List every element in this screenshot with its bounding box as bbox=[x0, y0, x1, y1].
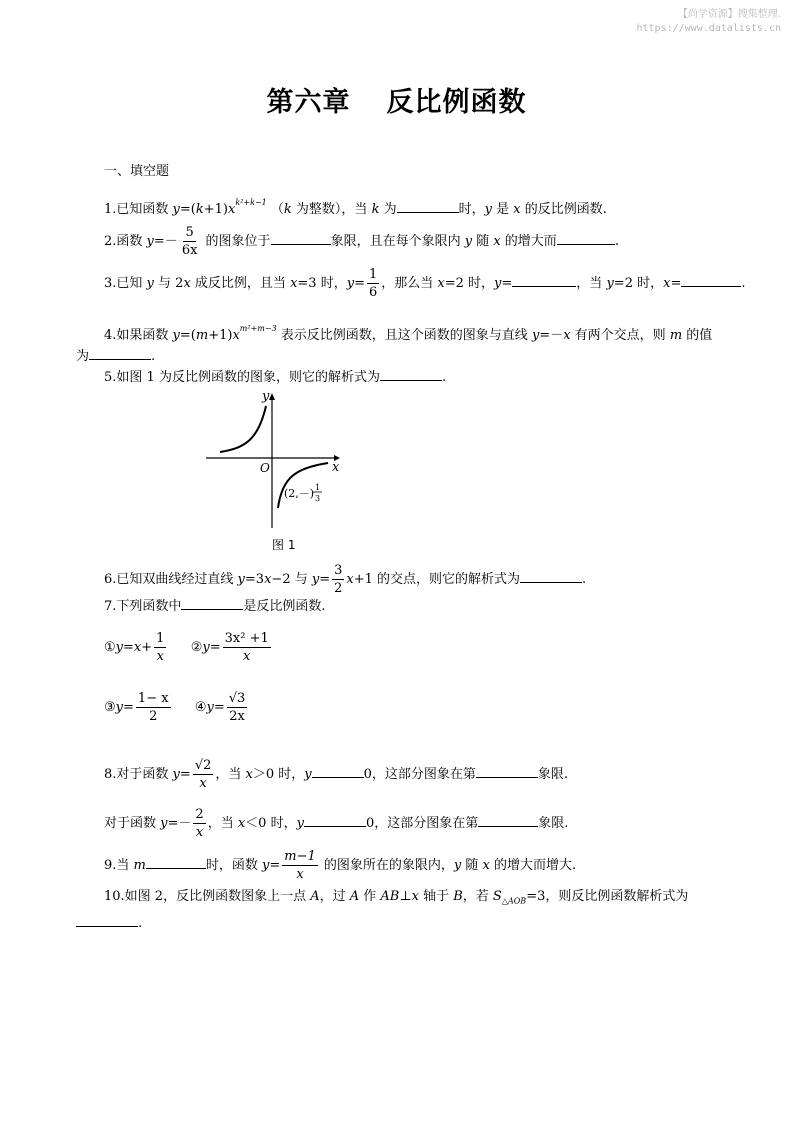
q8-answer-blank-1[interactable] bbox=[312, 765, 364, 778]
question-7 bbox=[104, 597, 326, 616]
question-10-continued bbox=[76, 914, 142, 933]
q7-text: 7.下列函数中 bbox=[104, 599, 182, 614]
q3-var: y bbox=[606, 276, 614, 291]
q10-var: AB bbox=[380, 889, 400, 904]
hyperbola-branch-lower-right bbox=[278, 463, 328, 508]
question-3 bbox=[104, 266, 745, 301]
q3-text: 成反比例，且当 bbox=[190, 276, 291, 291]
x-axis-label: x bbox=[332, 460, 340, 475]
page-title bbox=[0, 80, 793, 119]
point-label: (2,－) bbox=[284, 487, 315, 500]
q7-var: y bbox=[202, 640, 210, 655]
q1-var: k bbox=[283, 202, 292, 217]
q8-var: x bbox=[237, 816, 246, 831]
q4-text: 为 bbox=[76, 349, 90, 364]
q6-text: 6.已知双曲线经过直线 bbox=[104, 572, 238, 587]
q7-frac-num: 3x² +1 bbox=[224, 631, 269, 646]
q2-var: x bbox=[493, 234, 501, 249]
q4-var: y bbox=[172, 328, 180, 343]
q4-var: x bbox=[232, 328, 240, 343]
q4-text: 表示反比例函数，且这个函数的图象与直线 bbox=[276, 328, 532, 343]
q7-frac-num: 1 bbox=[156, 631, 165, 646]
watermark-line2: https://www.datalists.cn bbox=[636, 23, 781, 34]
q3-answer-blank-2[interactable] bbox=[681, 274, 741, 287]
q7-option1-fraction bbox=[154, 630, 166, 665]
q8-text: 象限. bbox=[537, 767, 569, 782]
q2-var: y bbox=[146, 234, 154, 249]
q8-var: y bbox=[172, 767, 180, 782]
q2-text: 2.函数 bbox=[104, 234, 147, 249]
q9-var: y bbox=[453, 858, 462, 873]
q4-text: 4.如果函数 bbox=[104, 328, 173, 343]
q3-text: =2 时， bbox=[613, 276, 664, 291]
q7-var: y bbox=[115, 700, 124, 715]
q10-text: ，若 bbox=[462, 889, 493, 904]
q3-var: x bbox=[437, 276, 445, 291]
q6-var: x bbox=[264, 572, 272, 587]
q1-text: +1) bbox=[203, 202, 229, 217]
q9-text: 的图象所在的象限内， bbox=[319, 858, 454, 873]
q8-text: ，当 bbox=[215, 767, 246, 782]
q8-text: =－ bbox=[167, 816, 192, 831]
point-label-x: 2, bbox=[288, 487, 299, 500]
q1-text: =( bbox=[179, 202, 196, 217]
q1-var: k bbox=[195, 202, 204, 217]
q10-text: ，过 bbox=[319, 889, 350, 904]
question-10 bbox=[104, 888, 688, 911]
q6-text: +1 的交点，则它的解析式为 bbox=[353, 572, 521, 587]
q4-text: +1) bbox=[208, 328, 233, 343]
q3-text: ，当 bbox=[576, 276, 607, 291]
q7-text: = bbox=[213, 700, 225, 715]
q4-text: =－ bbox=[539, 328, 564, 343]
q9-var: m bbox=[133, 858, 146, 873]
q10-text: . bbox=[138, 916, 143, 931]
question-2 bbox=[104, 224, 619, 259]
q8-fraction-2 bbox=[193, 806, 205, 841]
question-6 bbox=[104, 562, 586, 597]
q4-exponent: m²+m−3 bbox=[239, 324, 277, 333]
q3-text: 3.已知 bbox=[104, 276, 147, 291]
y-axis-label: y bbox=[262, 389, 270, 404]
q3-text: =2 时， bbox=[444, 276, 495, 291]
q7-text: = bbox=[209, 640, 221, 655]
q4-text: =( bbox=[179, 328, 196, 343]
q8-text: = bbox=[179, 767, 191, 782]
title-topic: 反比例函数 bbox=[386, 87, 527, 118]
q8-frac-num: √2 bbox=[194, 758, 212, 773]
q8-text: 8.对于函数 bbox=[104, 767, 173, 782]
q3-text: = bbox=[501, 276, 513, 291]
q9-answer-blank[interactable] bbox=[146, 856, 206, 869]
q3-text: . bbox=[741, 276, 746, 291]
q10-var: A bbox=[349, 889, 360, 904]
origin-label: O bbox=[260, 461, 270, 475]
q3-fraction bbox=[367, 266, 379, 301]
figure-1-caption: 图 1 bbox=[272, 538, 296, 552]
q10-var: S bbox=[492, 889, 502, 904]
q7-option-marker: ① bbox=[104, 640, 116, 655]
q7-answer-blank[interactable] bbox=[181, 597, 243, 610]
q10-text: 作 bbox=[359, 889, 381, 904]
q8-var: x bbox=[245, 767, 253, 782]
question-9 bbox=[104, 848, 576, 883]
q10-subscript: △AOB bbox=[501, 896, 527, 906]
watermark-line1: 【尚学资源】搜集整理. bbox=[677, 9, 781, 20]
question-1 bbox=[104, 194, 607, 219]
q3-text: 与 2 bbox=[153, 276, 184, 291]
q4-var: m bbox=[195, 328, 209, 343]
q3-text: = bbox=[670, 276, 682, 291]
q7-option2-fraction bbox=[223, 630, 271, 665]
q6-text: = bbox=[319, 572, 331, 587]
figure-1-graph bbox=[200, 388, 350, 533]
q2-text: 象限，且在每个象限内 bbox=[330, 234, 465, 249]
q4-var: x bbox=[563, 328, 571, 343]
q1-text: （ bbox=[266, 202, 284, 217]
q8-text: ＞0 时， bbox=[252, 767, 305, 782]
q1-text: 为整数），当 bbox=[291, 202, 372, 217]
q3-var: y bbox=[346, 276, 355, 291]
q8-text: 0，这部分图象在第 bbox=[363, 767, 476, 782]
q9-var: y bbox=[262, 858, 270, 873]
question-8 bbox=[104, 757, 568, 792]
title-chapter: 第六章 bbox=[266, 87, 351, 118]
q2-text: 的增大而 bbox=[500, 234, 557, 249]
q3-var: x bbox=[183, 276, 191, 291]
q2-fraction bbox=[180, 224, 200, 259]
q3-var: y bbox=[494, 276, 502, 291]
q3-var: x bbox=[290, 276, 298, 291]
q8-var: y bbox=[160, 816, 168, 831]
q2-text: =－ bbox=[153, 234, 178, 249]
q9-frac-num: m−1 bbox=[284, 849, 316, 864]
q7-var: x bbox=[133, 640, 142, 655]
q1-exponent: k²+k−1 bbox=[235, 198, 267, 207]
q6-text: −2 与 bbox=[271, 572, 312, 587]
question-7-options-1 bbox=[104, 630, 273, 665]
point-frac-num: 1 bbox=[315, 483, 321, 492]
q2-var: y bbox=[464, 234, 473, 249]
q8-answer-blank-3[interactable] bbox=[304, 814, 366, 827]
q10-var: A bbox=[310, 889, 320, 904]
q4-answer-blank[interactable] bbox=[89, 347, 151, 360]
q1-var: k bbox=[371, 202, 380, 217]
q2-text: . bbox=[614, 234, 619, 249]
q7-text: + bbox=[141, 640, 153, 655]
q6-frac-num: 3 bbox=[334, 563, 343, 578]
q10-var: x bbox=[411, 889, 419, 904]
q7-frac-den: x bbox=[156, 649, 164, 664]
q7-option-marker: ④ bbox=[194, 700, 207, 715]
q9-fraction bbox=[282, 848, 318, 883]
q1-answer-blank[interactable] bbox=[397, 200, 459, 213]
q5-text: . bbox=[441, 370, 447, 385]
q2-frac-den: 6x bbox=[181, 243, 198, 258]
q7-option4-fraction bbox=[227, 690, 248, 725]
q3-text: = bbox=[354, 276, 365, 291]
point-frac-den: 3 bbox=[315, 494, 321, 503]
q6-var: y bbox=[311, 572, 320, 587]
q8-var: y bbox=[304, 767, 312, 782]
q8-var: y bbox=[296, 816, 304, 831]
q8-answer-blank-4[interactable] bbox=[478, 814, 538, 827]
q8-text: 对于函数 bbox=[104, 816, 161, 831]
q9-text: 的增大而增大. bbox=[489, 858, 577, 873]
q3-answer-blank-1[interactable] bbox=[512, 274, 576, 287]
q7-option-marker: ② bbox=[190, 640, 203, 655]
q4-text: 有两个交点，则 bbox=[570, 328, 670, 343]
q7-var: y bbox=[206, 700, 214, 715]
q1-var: y bbox=[484, 202, 492, 217]
q7-frac-den: 2x bbox=[229, 709, 245, 724]
q7-option-marker: ③ bbox=[104, 700, 116, 715]
q6-text: . bbox=[582, 572, 587, 587]
q8-frac-den: x bbox=[199, 776, 207, 791]
q3-frac-den: 6 bbox=[368, 285, 378, 300]
q4-text: 的值 bbox=[682, 328, 713, 343]
q7-text: = bbox=[123, 640, 134, 655]
q10-answer-blank[interactable] bbox=[76, 914, 138, 927]
q9-text: = bbox=[269, 858, 281, 873]
q2-answer-blank-2[interactable] bbox=[557, 232, 615, 245]
q9-text: 随 bbox=[461, 858, 483, 873]
y-axis-arrow bbox=[269, 393, 275, 400]
q8-text: 象限. bbox=[538, 816, 569, 831]
q8-text: 0，这部分图象在第 bbox=[365, 816, 479, 831]
question-8-part-2 bbox=[104, 806, 568, 841]
q10-text: 轴于 bbox=[418, 889, 454, 904]
q7-frac-den: x bbox=[243, 649, 251, 664]
q6-text: =3 bbox=[244, 572, 265, 587]
q10-text: ⊥ bbox=[399, 889, 412, 904]
q5-text: 5.如图 1 为反比例函数的图象，则它的解析式为 bbox=[104, 370, 380, 385]
q6-var: x bbox=[346, 572, 354, 587]
q1-text: 1.已知函数 bbox=[104, 202, 173, 217]
q8-frac-den: x bbox=[195, 825, 204, 840]
q4-text: . bbox=[151, 349, 156, 364]
q7-text: 是反比例函数. bbox=[243, 599, 326, 614]
q2-text: 随 bbox=[472, 234, 494, 249]
q2-text: 的图象位于 bbox=[201, 234, 271, 249]
q7-var: y bbox=[115, 640, 124, 655]
q4-var: m bbox=[669, 328, 683, 343]
q3-frac-num: 1 bbox=[368, 267, 378, 282]
hyperbola-branch-upper-left bbox=[220, 406, 266, 452]
q7-text: = bbox=[123, 700, 134, 715]
q1-text: 为 bbox=[379, 202, 397, 217]
q9-text: 9.当 bbox=[104, 858, 134, 873]
question-4-continued bbox=[76, 347, 155, 366]
question-4 bbox=[104, 320, 712, 345]
question-5 bbox=[104, 368, 446, 387]
q9-var: x bbox=[482, 858, 490, 873]
q1-text: 的反比例函数. bbox=[520, 202, 607, 217]
q8-answer-blank-2[interactable] bbox=[476, 765, 538, 778]
q1-var: y bbox=[172, 202, 180, 217]
question-7-options-2 bbox=[104, 690, 249, 725]
q5-answer-blank[interactable] bbox=[380, 368, 442, 381]
q3-text: ，那么当 bbox=[381, 276, 438, 291]
watermark bbox=[637, 8, 782, 36]
q9-frac-den: x bbox=[296, 867, 304, 882]
q1-var: x bbox=[228, 202, 236, 217]
q1-text: 时， bbox=[458, 202, 485, 217]
q7-frac-num: √3 bbox=[228, 691, 246, 706]
q7-option3-fraction bbox=[136, 690, 171, 725]
q8-text: ，当 bbox=[207, 816, 238, 831]
q3-var: x bbox=[663, 276, 671, 291]
q8-frac-num: 2 bbox=[195, 807, 204, 822]
q2-frac-num: 5 bbox=[185, 225, 194, 240]
q3-var: y bbox=[146, 276, 154, 291]
q10-text: 10.如图 2，反比例函数图象上一点 bbox=[104, 889, 311, 904]
q9-text: 时，函数 bbox=[205, 858, 263, 873]
q6-answer-blank[interactable] bbox=[520, 570, 582, 583]
q2-answer-blank-1[interactable] bbox=[271, 232, 331, 245]
q6-var: y bbox=[237, 572, 245, 587]
q7-frac-num: 1− x bbox=[137, 691, 169, 706]
q4-var: y bbox=[531, 328, 540, 343]
q6-fraction bbox=[332, 562, 344, 597]
q8-text: ＜0 时， bbox=[245, 816, 297, 831]
q10-text: =3，则反比例函数解析式为 bbox=[526, 889, 689, 904]
q6-frac-den: 2 bbox=[334, 581, 343, 596]
q1-var: x bbox=[513, 202, 521, 217]
q7-frac-den: 2 bbox=[149, 709, 158, 724]
section-heading: 一、填空题 bbox=[104, 164, 170, 179]
q8-fraction bbox=[193, 757, 214, 792]
q10-var: B bbox=[453, 889, 463, 904]
q3-text: =3 时， bbox=[297, 276, 347, 291]
q1-text: 是 bbox=[491, 202, 514, 217]
